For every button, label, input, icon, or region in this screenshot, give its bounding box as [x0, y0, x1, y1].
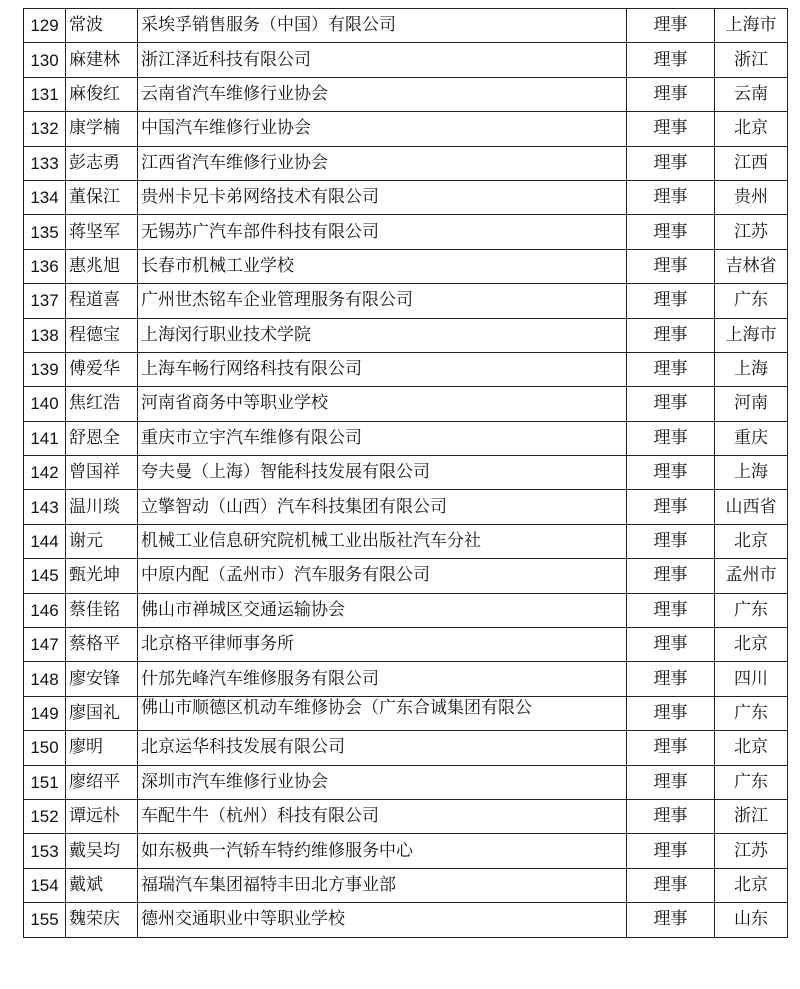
member-region: 重庆	[715, 421, 788, 455]
table-row	[24, 524, 788, 558]
member-organization: 立擎智动（山西）汽车科技集团有限公司	[138, 490, 627, 524]
member-name: 蔡格平	[66, 628, 138, 662]
member-organization: 上海闵行职业技术学院	[138, 318, 627, 352]
table-row	[24, 318, 788, 352]
member-number: 131	[24, 77, 66, 111]
member-role: 理事	[627, 731, 715, 765]
member-role: 理事	[627, 456, 715, 490]
member-role: 理事	[627, 284, 715, 318]
member-number: 141	[24, 421, 66, 455]
member-role: 理事	[627, 43, 715, 77]
member-organization: 无锡苏广汽车部件科技有限公司	[138, 215, 627, 249]
member-number: 136	[24, 249, 66, 283]
member-name: 甄光坤	[66, 559, 138, 593]
table-row	[24, 9, 788, 43]
member-role: 理事	[627, 215, 715, 249]
member-organization: 佛山市顺德区机动车维修协会（广东合诚集团有限公	[138, 696, 627, 730]
table-row	[24, 112, 788, 146]
member-roster-table	[23, 8, 788, 938]
member-role: 理事	[627, 318, 715, 352]
member-region: 广东	[715, 765, 788, 799]
member-organization: 佛山市禅城区交通运输协会	[138, 593, 627, 627]
member-name: 温川琰	[66, 490, 138, 524]
table-row	[24, 490, 788, 524]
member-number: 145	[24, 559, 66, 593]
member-region: 北京	[715, 731, 788, 765]
member-role: 理事	[627, 765, 715, 799]
member-organization: 浙江泽近科技有限公司	[138, 43, 627, 77]
member-number: 135	[24, 215, 66, 249]
member-region: 北京	[715, 112, 788, 146]
member-name: 彭志勇	[66, 146, 138, 180]
member-region: 贵州	[715, 180, 788, 214]
member-name: 谢元	[66, 524, 138, 558]
member-number: 152	[24, 799, 66, 833]
member-role: 理事	[627, 696, 715, 730]
table-row	[24, 421, 788, 455]
member-role: 理事	[627, 662, 715, 696]
member-number: 138	[24, 318, 66, 352]
member-role: 理事	[627, 387, 715, 421]
member-region: 江西	[715, 146, 788, 180]
table-row	[24, 352, 788, 386]
member-role: 理事	[627, 524, 715, 558]
table-row	[24, 799, 788, 833]
member-number: 147	[24, 628, 66, 662]
member-organization: 北京格平律师事务所	[138, 628, 627, 662]
member-name: 曾国祥	[66, 456, 138, 490]
member-region: 上海市	[715, 9, 788, 43]
member-name: 戴吴均	[66, 834, 138, 868]
member-organization: 深圳市汽车维修行业协会	[138, 765, 627, 799]
member-role: 理事	[627, 352, 715, 386]
member-role: 理事	[627, 628, 715, 662]
table-row	[24, 215, 788, 249]
member-name: 廖安锋	[66, 662, 138, 696]
member-region: 浙江	[715, 799, 788, 833]
member-number: 150	[24, 731, 66, 765]
member-number: 146	[24, 593, 66, 627]
member-number: 140	[24, 387, 66, 421]
member-number: 154	[24, 868, 66, 902]
member-name: 傅爱华	[66, 352, 138, 386]
member-region: 广东	[715, 696, 788, 730]
member-name: 廖绍平	[66, 765, 138, 799]
member-region: 上海	[715, 352, 788, 386]
table-row	[24, 834, 788, 868]
member-name: 廖国礼	[66, 696, 138, 730]
member-region: 广东	[715, 284, 788, 318]
member-organization: 江西省汽车维修行业协会	[138, 146, 627, 180]
member-region: 广东	[715, 593, 788, 627]
member-organization: 北京运华科技发展有限公司	[138, 731, 627, 765]
member-number: 132	[24, 112, 66, 146]
member-role: 理事	[627, 868, 715, 902]
member-name: 康学楠	[66, 112, 138, 146]
member-number: 143	[24, 490, 66, 524]
member-number: 151	[24, 765, 66, 799]
table-row	[24, 284, 788, 318]
member-organization: 车配牛牛（杭州）科技有限公司	[138, 799, 627, 833]
member-region: 浙江	[715, 43, 788, 77]
member-organization: 云南省汽车维修行业协会	[138, 77, 627, 111]
member-role: 理事	[627, 180, 715, 214]
table-row	[24, 903, 788, 937]
member-organization: 采埃孚销售服务（中国）有限公司	[138, 9, 627, 43]
member-region: 江苏	[715, 215, 788, 249]
roster-body	[24, 9, 788, 938]
table-row	[24, 77, 788, 111]
member-organization: 河南省商务中等职业学校	[138, 387, 627, 421]
member-organization: 广州世杰铭车企业管理服务有限公司	[138, 284, 627, 318]
member-organization: 中国汽车维修行业协会	[138, 112, 627, 146]
table-row	[24, 868, 788, 902]
member-region: 江苏	[715, 834, 788, 868]
member-name: 蒋坚军	[66, 215, 138, 249]
member-number: 133	[24, 146, 66, 180]
member-role: 理事	[627, 9, 715, 43]
member-organization: 福瑞汽车集团福特丰田北方事业部	[138, 868, 627, 902]
member-region: 山西省	[715, 490, 788, 524]
table-row	[24, 593, 788, 627]
member-organization: 什邡先峰汽车维修服务有限公司	[138, 662, 627, 696]
member-organization: 如东极典一汽轿车特约维修服务中心	[138, 834, 627, 868]
member-name: 焦红浩	[66, 387, 138, 421]
table-row	[24, 146, 788, 180]
member-organization: 长春市机械工业学校	[138, 249, 627, 283]
member-role: 理事	[627, 799, 715, 833]
member-number: 142	[24, 456, 66, 490]
member-name: 董保江	[66, 180, 138, 214]
table-row	[24, 180, 788, 214]
member-role: 理事	[627, 421, 715, 455]
member-role: 理事	[627, 490, 715, 524]
member-role: 理事	[627, 77, 715, 111]
member-number: 149	[24, 696, 66, 730]
member-name: 麻建林	[66, 43, 138, 77]
table-row	[24, 387, 788, 421]
member-number: 129	[24, 9, 66, 43]
member-region: 孟州市	[715, 559, 788, 593]
member-name: 程德宝	[66, 318, 138, 352]
member-region: 北京	[715, 628, 788, 662]
member-region: 河南	[715, 387, 788, 421]
member-name: 廖明	[66, 731, 138, 765]
member-name: 常波	[66, 9, 138, 43]
table-row	[24, 731, 788, 765]
member-organization: 机械工业信息研究院机械工业出版社汽车分社	[138, 524, 627, 558]
member-role: 理事	[627, 146, 715, 180]
member-region: 四川	[715, 662, 788, 696]
member-number: 134	[24, 180, 66, 214]
member-name: 程道喜	[66, 284, 138, 318]
member-organization: 德州交通职业中等职业学校	[138, 903, 627, 937]
table-row	[24, 456, 788, 490]
member-name: 魏荣庆	[66, 903, 138, 937]
member-region: 北京	[715, 868, 788, 902]
member-role: 理事	[627, 559, 715, 593]
member-organization: 夸夫曼（上海）智能科技发展有限公司	[138, 456, 627, 490]
table-row	[24, 696, 788, 730]
member-number: 139	[24, 352, 66, 386]
table-row	[24, 628, 788, 662]
member-region: 吉林省	[715, 249, 788, 283]
table-row	[24, 559, 788, 593]
member-region: 云南	[715, 77, 788, 111]
member-name: 麻俊红	[66, 77, 138, 111]
member-name: 戴斌	[66, 868, 138, 902]
member-organization: 上海车畅行网络科技有限公司	[138, 352, 627, 386]
table-row	[24, 249, 788, 283]
member-number: 148	[24, 662, 66, 696]
member-name: 谭远朴	[66, 799, 138, 833]
member-name: 惠兆旭	[66, 249, 138, 283]
member-number: 130	[24, 43, 66, 77]
member-region: 山东	[715, 903, 788, 937]
member-region: 上海市	[715, 318, 788, 352]
member-organization: 贵州卡兄卡弟网络技术有限公司	[138, 180, 627, 214]
member-role: 理事	[627, 249, 715, 283]
member-number: 153	[24, 834, 66, 868]
table-row	[24, 662, 788, 696]
table-row	[24, 765, 788, 799]
member-number: 144	[24, 524, 66, 558]
member-role: 理事	[627, 112, 715, 146]
member-number: 155	[24, 903, 66, 937]
member-name: 蔡佳铭	[66, 593, 138, 627]
member-region: 上海	[715, 456, 788, 490]
member-organization: 中原内配（孟州市）汽车服务有限公司	[138, 559, 627, 593]
member-role: 理事	[627, 593, 715, 627]
member-role: 理事	[627, 834, 715, 868]
member-organization: 重庆市立宇汽车维修有限公司	[138, 421, 627, 455]
table-row	[24, 43, 788, 77]
member-name: 舒恩全	[66, 421, 138, 455]
member-number: 137	[24, 284, 66, 318]
member-role: 理事	[627, 903, 715, 937]
member-region: 北京	[715, 524, 788, 558]
